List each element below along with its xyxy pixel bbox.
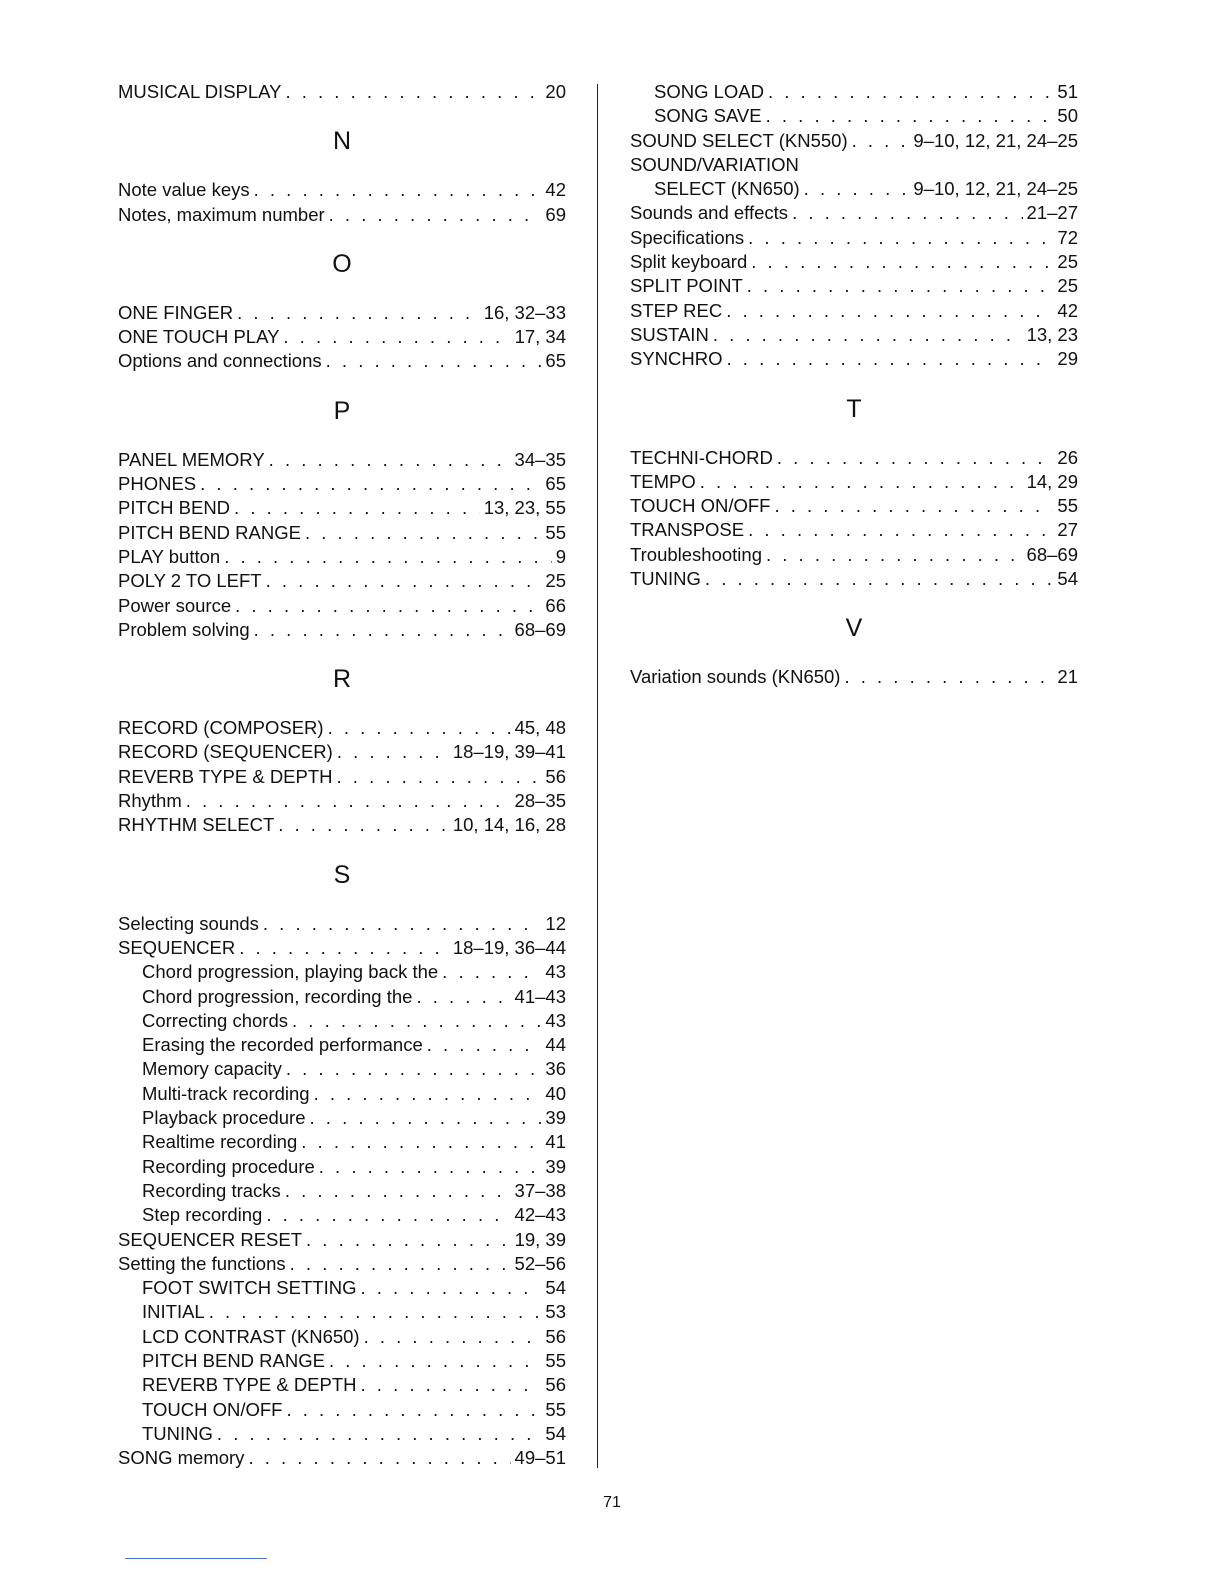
entry-label: Memory capacity [142, 1058, 282, 1080]
entry-pages: 51 [1057, 81, 1078, 102]
entry-pages: 56 [545, 1325, 566, 1347]
entry-pages: 54 [545, 1422, 566, 1444]
page-number: 71 [603, 1494, 621, 1511]
dot-leader [337, 765, 542, 789]
entry-pages: 43 [545, 961, 566, 983]
index-entry [118, 178, 566, 202]
dot-leader [263, 912, 542, 936]
section-letter: N [332, 127, 352, 156]
entry-pages: 42 [545, 179, 566, 201]
entry-label: SEQUENCER RESET [118, 1228, 303, 1250]
entry-pages: 42–43 [514, 1204, 566, 1226]
entry-pages: 9–10, 12, 21, 24–25 [913, 178, 1078, 200]
index-entry [118, 813, 566, 837]
entry-pages: 34–35 [514, 448, 566, 470]
entry-pages: 65 [545, 473, 566, 495]
index-entry [118, 349, 566, 373]
entry-pages: 36 [545, 1058, 566, 1080]
index-entry [118, 203, 566, 227]
dot-leader [235, 594, 541, 618]
entry-label: TOUCH ON/OFF [142, 1398, 283, 1420]
dot-leader [269, 448, 511, 472]
dot-leader [792, 201, 1022, 225]
entry-label: SPLIT POINT [630, 275, 743, 297]
entry-label: Power source [118, 594, 232, 616]
entry-label: Selecting sounds [118, 912, 259, 934]
entry-label: Chord progression, recording the [142, 985, 413, 1007]
entry-label: Erasing the recorded performance [142, 1034, 423, 1056]
entry-label: TECHNI-CHORD [630, 446, 773, 468]
entry-pages: 56 [545, 765, 566, 787]
entry-label: TEMPO [630, 470, 696, 492]
index-entry [118, 569, 566, 593]
entry-pages: 27 [1057, 519, 1078, 541]
dot-leader [844, 665, 1053, 689]
index-entry [118, 716, 566, 740]
index-entry [118, 496, 566, 520]
index-entry [630, 323, 1078, 347]
entry-pages: 18–19, 39–41 [452, 741, 566, 763]
dot-leader [361, 1373, 542, 1397]
index-entry [118, 448, 566, 472]
dot-leader [416, 985, 510, 1009]
entry-pages: 9–10, 12, 21, 24–25 [913, 129, 1078, 151]
index-subentry [630, 177, 1078, 201]
section-letter: O [332, 249, 352, 278]
dot-leader [283, 325, 510, 349]
entry-label: ONE TOUCH PLAY [118, 326, 280, 348]
section-letter: R [332, 665, 352, 694]
index-entry [630, 567, 1078, 591]
dot-leader [200, 472, 541, 496]
entry-pages: 39 [545, 1107, 566, 1129]
entry-pages: 68–69 [1026, 543, 1078, 565]
dot-leader [751, 250, 1053, 274]
index-entry [630, 299, 1078, 323]
entry-pages: 44 [545, 1034, 566, 1056]
dot-leader [254, 178, 542, 202]
entry-pages: 54 [1057, 568, 1078, 590]
entry-label: Playback procedure [142, 1107, 306, 1129]
index-entry [630, 665, 1078, 689]
entry-pages: 13, 23 [1026, 323, 1078, 345]
dot-leader [310, 1106, 542, 1130]
dot-leader [326, 349, 542, 373]
index-subentry [118, 1082, 566, 1106]
index-subentry [118, 1276, 566, 1300]
entry-label: SOUND SELECT (KN550) [630, 129, 848, 151]
index-column-left [118, 80, 566, 1470]
entry-label: Correcting chords [142, 1009, 289, 1031]
index-subentry [118, 1300, 566, 1324]
entry-pages: 12 [545, 912, 566, 934]
dot-leader [768, 80, 1053, 104]
index-entry [118, 1446, 566, 1470]
entry-label: TOUCH ON/OFF [630, 495, 771, 517]
dot-leader [748, 518, 1053, 542]
dot-leader [360, 1276, 541, 1300]
dot-leader [442, 960, 541, 984]
dot-leader [209, 1300, 542, 1324]
dot-leader [766, 543, 1023, 567]
index-entry [118, 1228, 566, 1252]
entry-pages: 41–43 [514, 985, 566, 1007]
dot-leader [234, 496, 480, 520]
index-entry [118, 912, 566, 936]
entry-pages: 72 [1057, 226, 1078, 248]
dot-leader [747, 274, 1054, 298]
dot-leader [777, 446, 1054, 470]
entry-label: REVERB TYPE & DEPTH [142, 1374, 357, 1396]
index-subentry [118, 1106, 566, 1130]
entry-label: POLY 2 TO LEFT [118, 570, 262, 592]
index-subentry [118, 1398, 566, 1422]
entry-label: TUNING [142, 1422, 213, 1444]
entry-label: TRANSPOSE [630, 519, 745, 541]
dot-leader [329, 203, 542, 227]
dot-leader [748, 226, 1053, 250]
dot-leader [705, 567, 1054, 591]
index-subentry [118, 1349, 566, 1373]
entry-pages: 40 [545, 1082, 566, 1104]
index-subentry [118, 960, 566, 984]
entry-label: Multi-track recording [142, 1082, 310, 1104]
index-entry [118, 301, 566, 325]
dot-leader [329, 1349, 541, 1373]
entry-pages: 52–56 [514, 1252, 566, 1274]
dot-leader [237, 301, 480, 325]
entry-pages: 16, 32–33 [483, 301, 566, 323]
entry-label: Realtime recording [142, 1131, 298, 1153]
entry-pages: 13, 23, 55 [483, 497, 566, 519]
dot-leader [804, 177, 910, 201]
entry-pages: 37–38 [514, 1179, 566, 1201]
dot-leader [328, 716, 511, 740]
section-letter: V [845, 614, 863, 643]
index-subentry [630, 104, 1078, 128]
dot-leader [285, 80, 541, 104]
entry-pages: 21 [1057, 666, 1078, 688]
entry-pages: 69 [545, 203, 566, 225]
dot-leader [766, 104, 1054, 128]
entry-label: Split keyboard [630, 251, 748, 273]
entry-label: SELECT (KN650) [654, 178, 800, 200]
entry-pages: 55 [1057, 495, 1078, 517]
entry-label: FOOT SWITCH SETTING [142, 1277, 357, 1299]
entry-label: Notes, maximum number [118, 203, 325, 225]
entry-pages: 56 [545, 1374, 566, 1396]
entry-label: LCD CONTRAST (KN650) [142, 1325, 360, 1347]
dot-leader [700, 470, 1023, 494]
entry-pages: 53 [545, 1301, 566, 1323]
entry-label: SONG LOAD [654, 81, 764, 102]
index-entry [118, 545, 566, 569]
index-entry [118, 740, 566, 764]
index-subentry [118, 985, 566, 1009]
entry-pages: 65 [545, 350, 566, 372]
entry-label: RECORD (COMPOSER) [118, 717, 324, 739]
index-entry [630, 543, 1078, 567]
entry-pages: 55 [545, 521, 566, 543]
entry-label: SYNCHRO [630, 348, 723, 370]
index-subentry [118, 1179, 566, 1203]
index-entry [118, 789, 566, 813]
entry-label: Note value keys [118, 179, 250, 201]
entry-pages: 21–27 [1026, 202, 1078, 224]
index-entry [630, 494, 1078, 518]
index-subentry [630, 80, 1078, 104]
entry-label: Specifications [630, 226, 745, 248]
column-divider [597, 84, 598, 1468]
entry-label: Sounds and effects [630, 202, 789, 224]
index-entry [118, 594, 566, 618]
entry-label: RHYTHM SELECT [118, 814, 275, 836]
entry-pages: 25 [1057, 275, 1078, 297]
index-entry [118, 80, 566, 104]
entry-pages: 49–51 [514, 1447, 566, 1469]
index-subentry [118, 1009, 566, 1033]
entry-pages: 45, 48 [514, 717, 566, 739]
entry-pages: 17, 34 [514, 326, 566, 348]
entry-label: SONG SAVE [654, 105, 762, 127]
index-entry [118, 472, 566, 496]
index-entry [630, 446, 1078, 470]
entry-pages: 20 [545, 81, 566, 102]
entry-label: PITCH BEND RANGE [118, 521, 301, 543]
dot-leader [285, 1179, 511, 1203]
dot-leader [254, 618, 511, 642]
dot-leader [224, 545, 552, 569]
dot-leader [286, 1057, 542, 1081]
index-entry [630, 347, 1078, 371]
index-entry [118, 936, 566, 960]
entry-pages: 39 [545, 1155, 566, 1177]
entry-label: Troubleshooting [630, 543, 762, 565]
entry-label: Problem solving [118, 618, 250, 640]
index-entry [630, 201, 1078, 225]
index-subentry [118, 1057, 566, 1081]
dot-leader [266, 569, 542, 593]
entry-label: Setting the functions [118, 1252, 286, 1274]
entry-pages: 43 [545, 1009, 566, 1031]
entry-pages: 41 [545, 1131, 566, 1153]
entry-label: PLAY button [118, 545, 221, 567]
entry-label: PANEL MEMORY [118, 448, 265, 470]
entry-pages: 29 [1057, 348, 1078, 370]
entry-pages: 68–69 [514, 618, 566, 640]
dot-leader [727, 347, 1054, 371]
dot-leader [217, 1422, 542, 1446]
index-subentry [118, 1033, 566, 1057]
dot-leader [713, 323, 1023, 347]
entry-label: Variation sounds (KN650) [630, 666, 841, 688]
index-subentry [118, 1422, 566, 1446]
dot-leader [852, 129, 910, 153]
dot-leader [278, 813, 449, 837]
entry-pages: 28–35 [514, 790, 566, 812]
index-entry [630, 274, 1078, 298]
entry-label: Rhythm [118, 790, 182, 812]
entry-label: Recording procedure [142, 1155, 315, 1177]
dot-leader [301, 1130, 541, 1154]
entry-pages: 55 [545, 1349, 566, 1371]
entry-pages: 14, 29 [1026, 470, 1078, 492]
entry-label: STEP REC [630, 299, 723, 321]
entry-label: Step recording [142, 1204, 263, 1226]
entry-pages: 55 [545, 1398, 566, 1420]
index-entry [630, 470, 1078, 494]
index-subentry [118, 1155, 566, 1179]
index-entry [630, 226, 1078, 250]
index-subentry [118, 1325, 566, 1349]
index-subentry [118, 1203, 566, 1227]
entry-pages: 42 [1057, 299, 1078, 321]
entry-pages: 25 [1057, 251, 1078, 273]
index-entry [118, 1252, 566, 1276]
index-entry [630, 250, 1078, 274]
entry-pages: 10, 14, 16, 28 [452, 814, 566, 836]
entry-label: TUNING [630, 568, 701, 590]
dot-leader [774, 494, 1053, 518]
dot-leader [364, 1325, 542, 1349]
entry-pages: 26 [1057, 446, 1078, 468]
index-entry [630, 129, 1078, 153]
index-entry [118, 765, 566, 789]
entry-label: Options and connections [118, 350, 322, 372]
dot-leader [248, 1446, 510, 1470]
dot-leader [726, 299, 1053, 323]
dot-leader [319, 1155, 542, 1179]
entry-label: INITIAL [142, 1301, 205, 1323]
index-entry [630, 518, 1078, 542]
entry-pages: 50 [1057, 105, 1078, 127]
entry-label: SUSTAIN [630, 323, 709, 345]
entry-label: SEQUENCER [118, 936, 236, 958]
entry-label: PITCH BEND [118, 497, 231, 519]
entry-pages: 19, 39 [514, 1228, 566, 1250]
section-letter: T [846, 394, 862, 423]
footer-rule [125, 1558, 267, 1559]
dot-leader [337, 740, 449, 764]
entry-label: MUSICAL DISPLAY [118, 81, 282, 102]
entry-label: RECORD (SEQUENCER) [118, 741, 333, 763]
dot-leader [305, 521, 541, 545]
entry-pages: 18–19, 36–44 [452, 936, 566, 958]
index-subentry [118, 1373, 566, 1397]
dot-leader [186, 789, 511, 813]
dot-leader [266, 1203, 510, 1227]
entry-label: SONG memory [118, 1447, 245, 1469]
index-entry [118, 521, 566, 545]
dot-leader [306, 1228, 511, 1252]
entry-label: Recording tracks [142, 1179, 281, 1201]
dot-leader [239, 936, 449, 960]
dot-leader [292, 1009, 541, 1033]
dot-leader [290, 1252, 511, 1276]
section-letter: S [333, 860, 351, 889]
section-letter: P [333, 396, 351, 425]
entry-label: PHONES [118, 473, 197, 495]
entry-pages: 25 [545, 570, 566, 592]
dot-leader [427, 1033, 542, 1057]
index-entry [118, 618, 566, 642]
entry-pages: 54 [545, 1277, 566, 1299]
index-entry-heading: SOUND/VARIATION [630, 153, 799, 175]
dot-leader [286, 1398, 541, 1422]
entry-label: PITCH BEND RANGE [142, 1349, 325, 1371]
index-column-right [630, 80, 1078, 690]
entry-pages: 9 [555, 545, 566, 567]
dot-leader [314, 1082, 542, 1106]
index-entry [118, 325, 566, 349]
entry-label: ONE FINGER [118, 301, 234, 323]
entry-label: Chord progression, playing back the [142, 961, 439, 983]
entry-label: REVERB TYPE & DEPTH [118, 765, 333, 787]
entry-pages: 66 [545, 594, 566, 616]
index-subentry [118, 1130, 566, 1154]
